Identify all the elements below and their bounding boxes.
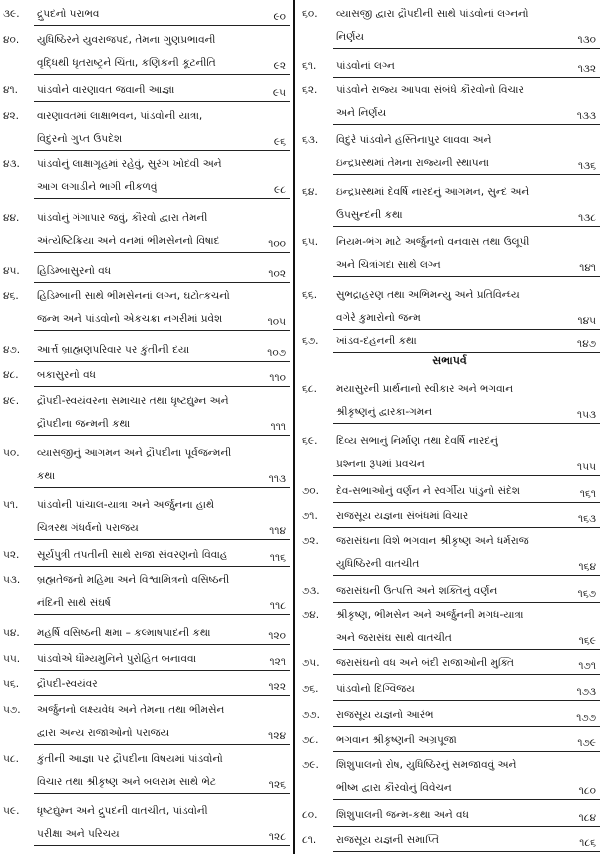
toc-entry: [299, 602, 600, 648]
entry-page-number: ૧૧૬: [269, 552, 286, 564]
entry-page-number: ૧૭૯: [577, 737, 596, 749]
entry-number: ૩૯.: [3, 8, 20, 20]
entry-page-number: ૧૩૨: [577, 63, 596, 75]
entry-underline: [333, 799, 600, 800]
toc-entry-line: [299, 827, 600, 847]
entry-title-text: મયાસુરની પ્રાર્થનાનો સ્વીકાર અને ભગવાન: [336, 383, 514, 395]
toc-entry-line: [299, 702, 600, 722]
toc-entry-line: [299, 451, 600, 471]
toc-entry-line: [299, 252, 600, 272]
entry-title-text: દ્રૌપદીના જન્મની કથા: [37, 418, 131, 430]
entry-number: ૪૩.: [3, 158, 20, 170]
entry-title-text: પાંડવોનું ગંગાપાર જવું, કૌરવો દ્વારા તેમની: [37, 212, 208, 224]
toc-entry: [0, 362, 290, 385]
entry-page-number: ૧૭૭: [576, 712, 596, 724]
toc-entry-line: [0, 27, 290, 47]
toc-entry: [299, 179, 600, 225]
entry-underline: [333, 674, 600, 675]
toc-entry: [0, 258, 290, 281]
toc-entry: [299, 503, 600, 526]
entry-page-number: ૯૦: [273, 11, 286, 23]
toc-entry-line: [299, 376, 600, 396]
toc-entry: [0, 492, 290, 538]
toc-entry-line: [299, 179, 600, 199]
toc-entry-line: [299, 1, 600, 21]
toc-entry-line: [0, 362, 290, 382]
entry-title-text: શ્રીકૃષ્ણ, ભીમસેન અને અર્જુનની મગધ-યાત્રા: [336, 609, 524, 621]
toc-entry: [299, 127, 600, 173]
toc-entry-line: [0, 306, 290, 326]
toc-entry-line: [0, 463, 290, 483]
entry-title-text: ભગવાન શ્રીકૃષ્ણની અગ્રપૂજા: [336, 734, 457, 746]
entry-underline: [34, 101, 290, 102]
toc-entry: [299, 528, 600, 574]
toc-entry-line: [299, 625, 600, 645]
entry-underline: [333, 48, 600, 49]
entry-number: ૫૪.: [3, 627, 20, 639]
entry-underline: [34, 644, 290, 645]
toc-entry-line: [0, 821, 290, 841]
entry-page-number: ૧૧૪: [269, 525, 286, 537]
entry-title-text: બકાસુરનો વધ: [37, 369, 96, 381]
entry-title-text: પાંડવોનાં લગ્ન: [336, 60, 395, 72]
entry-title-text: ઉપસુન્દની કથા: [336, 209, 403, 221]
entry-underline: [333, 575, 600, 576]
entry-page-number: ૧૮૪: [578, 812, 596, 824]
entry-page-number: ૧૨૧: [269, 656, 286, 668]
toc-entry: [0, 798, 290, 844]
entry-page-number: ૧૧૩: [268, 473, 286, 485]
toc-entry-line: [0, 646, 290, 666]
entry-title-text: હિડિમ્બાસુરનો વધ: [37, 265, 112, 277]
toc-entry: [299, 727, 600, 750]
toc-entry-line: [299, 503, 600, 523]
entry-page-number: ૧૨૬: [268, 779, 286, 791]
toc-entry-line: [0, 515, 290, 535]
entry-title-text: રાજસૂય યજ્ઞના સંબંધમાં વિચાર: [336, 510, 469, 522]
toc-entry-line: [299, 127, 600, 147]
entry-page-number: ૯૨: [273, 60, 286, 72]
toc-entry-line: [0, 228, 290, 248]
entry-number: ૪૫.: [3, 265, 20, 277]
entry-underline: [34, 695, 290, 696]
entry-number: ૬૧.: [302, 60, 317, 72]
toc-entry-line: [0, 411, 290, 431]
entry-underline: [34, 198, 290, 199]
entry-title-text: કથા: [37, 470, 56, 482]
toc-entry-line: [299, 775, 600, 795]
entry-page-number: ૧૦૫: [267, 316, 286, 328]
entry-page-number: ૯૫: [272, 87, 286, 99]
toc-entry: [0, 283, 290, 329]
entry-page-number: ૧૭૩: [576, 686, 596, 698]
column-divider: [293, 0, 295, 854]
entry-page-number: ૧૨૮: [268, 831, 286, 843]
entry-number: ૫૭.: [3, 704, 21, 716]
entry-title-text: વિચાર તથા શ્રીકૃષ્ણ અને બલરામ સાથે ભેટ: [37, 776, 216, 788]
entry-number: ૬૭.: [302, 335, 319, 347]
entry-number: ૫૧.: [3, 499, 19, 511]
entry-title-text: દેવ-સભાઓનું વર્ણન ને સ્વર્ગીય પાંડુનો સંદેશ: [336, 485, 520, 497]
entry-number: ૭૧.: [302, 510, 318, 522]
entry-page-number: ૧૬૭: [577, 588, 596, 600]
entry-page-number: ૧૧૧: [270, 421, 286, 433]
toc-entry: [299, 478, 600, 501]
entry-number: ૮૧.: [302, 834, 317, 846]
entry-page-number: ૧૦૭: [267, 347, 286, 359]
entry-number: ૭૬.: [302, 683, 319, 695]
toc-entry-line: [0, 388, 290, 408]
entry-underline: [333, 226, 600, 227]
toc-entry-line: [0, 440, 290, 460]
entry-underline: [34, 252, 290, 253]
toc-entry: [299, 676, 600, 699]
toc-entry: [299, 328, 600, 351]
toc-entry-line: [0, 174, 290, 194]
entry-number: ૬૫.: [302, 236, 319, 248]
entry-title-text: ઇન્દ્રપ્રસ્થમાં તેમના રાજ્યની સ્થાપના: [336, 157, 490, 169]
entry-page-number: ૯૮: [274, 184, 286, 196]
entry-underline: [34, 435, 290, 436]
entry-underline: [34, 793, 290, 794]
toc-entry-line: [0, 283, 290, 303]
entry-number: ૬૦.: [302, 8, 318, 20]
entry-title-text: દ્રૌપદી-સ્વયંવરના સમાચાર તથા ધૃષ્ટદ્યુમ્ન અને: [37, 395, 229, 407]
entry-title-text: અને ચિત્રાંગદા સાથે લગ્ન: [336, 259, 441, 271]
entry-page-number: ૧૦૨: [268, 268, 286, 280]
entry-page-number: ૧૬૪: [578, 561, 596, 573]
toc-entry-line: [0, 337, 290, 357]
entry-underline: [333, 423, 600, 424]
entry-title-text: પાંડવોનું લાક્ષાગૃહમાં રહેવું, સુરંગ ખોદવી અને: [37, 158, 222, 170]
toc-entry: [0, 646, 290, 669]
entry-title-text: વૃદ્ધિથી ધૃતરાષ્ટ્રને ચિંતા, કણિકની કૂટનીતિ: [37, 57, 216, 69]
entry-number: ૪૮.: [3, 369, 19, 381]
entry-title-text: અર્જુનનો લક્ષ્યવેધ અને તેમના તથા ભીમસેન: [37, 704, 225, 716]
toc-entry-line: [299, 399, 600, 419]
entry-title-text: જરાસંઘના વિશે ભગવાન શ્રીકૃષ્ણ અને ધર્મરાજ: [336, 535, 529, 547]
entry-page-number: ૧૪૧: [579, 262, 596, 274]
entry-title-text: આર્ત્ત બ્રાહ્મણપરિવાર પર કુંતીની દયા: [37, 344, 190, 356]
toc-entry-line: [0, 746, 290, 766]
entry-number: ૫૨.: [3, 549, 20, 561]
entry-title-text: જન્મ અને પાંડવોનો એકચક્રા નગરીમાં પ્રવેશ: [37, 313, 223, 325]
entry-page-number: ૧૬૩: [577, 513, 596, 525]
entry-title-text: વ્યાસજીનું આગમન અને દ્રૌપદીના પૂર્વજન્મની: [37, 447, 232, 459]
entry-page-number: ૧૭૧: [578, 660, 596, 672]
toc-entry: [299, 752, 600, 798]
entry-underline: [34, 25, 290, 26]
entry-title-text: પાંડવોએ ધૌમ્યમુનિને પુરોહિત બનાવવા: [37, 653, 197, 665]
entry-title-text: યુધિષ્ઠિરને યુવરાજપદ, તેમના ગુણપ્રભાવની: [37, 34, 216, 46]
entry-number: ૬૩.: [302, 134, 319, 146]
toc-entry: [299, 282, 600, 328]
entry-title-text: પરીક્ષા અને પરિચય: [37, 828, 120, 840]
toc-entry-line: [0, 697, 290, 717]
entry-number: ૪૨.: [3, 110, 20, 122]
toc-entry-line: [299, 150, 600, 170]
entry-title-text: વગેરે કુમારોનો જન્મ: [336, 312, 421, 324]
entry-title-text: અને જરાસંઘ સાથે વાતચીત: [336, 632, 452, 644]
entry-underline: [34, 614, 290, 615]
entry-title-text: કુંતીની આજ્ઞા પર દ્રૌપદીના વિષયમાં પાંડવોનો: [37, 753, 223, 765]
toc-entry-line: [0, 671, 290, 691]
entry-number: ૮૦.: [302, 809, 318, 821]
toc-entry-line: [0, 103, 290, 123]
entry-title-text: ઇન્દ્રપ્રસ્થમાં દેવર્ષિ નારદનું આગમન, સુન્દ અને: [336, 186, 530, 198]
entry-title-text: સુભદ્રાહરણ તથા અભિમન્યુ અને પ્રતિવિન્ધ્ય: [336, 289, 520, 301]
entry-title-text: પાંડવોને વારણાવત જવાની આજ્ઞા: [37, 84, 175, 96]
entry-title-text: દ્રૌપદી-સ્વયંવર: [37, 678, 98, 690]
toc-entry-line: [299, 752, 600, 772]
entry-title-text: શ્રીકૃષ્ણનું દ્વારકા-ગમન: [336, 406, 433, 418]
entry-underline: [34, 330, 290, 331]
entry-number: ૭૭.: [302, 709, 320, 721]
toc-entry: [0, 77, 290, 100]
entry-page-number: ૧૪૭: [577, 338, 596, 350]
entry-number: ૭૫.: [302, 657, 320, 669]
toc-entry: [299, 802, 600, 825]
entry-title-text: રાજસૂય યજ્ઞનો આરંભ: [336, 709, 434, 721]
entry-underline: [333, 700, 600, 701]
entry-page-number: ૧૬૯: [578, 635, 596, 647]
entry-number: ૪૪.: [3, 212, 20, 224]
entry-page-number: ૧૨૪: [268, 730, 286, 742]
entry-number: ૬૬.: [302, 289, 318, 301]
entry-number: ૬૨.: [302, 84, 318, 96]
toc-entry: [299, 702, 600, 725]
toc-entry: [0, 205, 290, 251]
entry-underline: [34, 845, 290, 846]
toc-entry-line: [0, 50, 290, 70]
section-heading-sabhaparva: સભાપર્વ: [432, 354, 467, 367]
entry-number: ૭૩.: [302, 585, 320, 597]
entry-title-text: પાંડવોને રાજ્ય આપવા સંબંધે કૌરવોનો વિચાર: [336, 84, 524, 96]
toc-entry-line: [0, 542, 290, 562]
entry-number: ૭૪.: [302, 609, 320, 621]
toc-entry: [0, 103, 290, 149]
entry-underline: [34, 744, 290, 745]
entry-title-text: દ્રુપદનો પરાભવ: [37, 8, 100, 20]
toc-entry: [0, 27, 290, 73]
toc-entry: [0, 671, 290, 694]
entry-title-text: મહર્ષિ વસિષ્ઠની ક્ષમા – કલ્માષપાદની કથા: [37, 627, 211, 639]
entry-number: ૭૨.: [302, 535, 319, 547]
toc-entry-line: [0, 77, 290, 97]
entry-page-number: ૧૬૧: [579, 488, 596, 500]
toc-entry: [0, 1, 290, 24]
entry-number: ૬૯.: [302, 435, 318, 447]
toc-entry-line: [299, 428, 600, 448]
entry-page-number: ૯૬: [273, 136, 286, 148]
entry-title-text: નિયમ-ભંગ માટે અર્જુનનો વનવાસ તથા ઉલૂપી: [336, 236, 530, 248]
entry-title-text: વ્યાસજી દ્વારા દ્રૌપદીની સાથે પાંડવોનાં લગ્નનો: [336, 8, 529, 20]
toc-entry-line: [0, 720, 290, 740]
entry-title-text: વિદુરનો ગુપ્ત ઉપદેશ: [37, 133, 123, 145]
toc-entry: [299, 578, 600, 601]
entry-underline: [34, 539, 290, 540]
entry-page-number: ૧૦૦: [268, 238, 286, 250]
entry-number: ૫૦.: [3, 447, 20, 459]
entry-page-number: ૧૧૦: [269, 372, 286, 384]
entry-page-number: ૧૪૫: [577, 315, 596, 327]
toc-entry-line: [0, 205, 290, 225]
entry-number: ૫૮.: [3, 753, 20, 765]
entry-number: ૪૬.: [3, 290, 19, 302]
toc-entry-line: [299, 305, 600, 325]
toc-entry: [0, 440, 290, 486]
toc-entry-line: [299, 202, 600, 222]
entry-underline: [333, 475, 600, 476]
entry-page-number: ૧૮૦: [578, 785, 596, 797]
entry-title-text: રાજસૂય યજ્ઞની સમાપ્તિ: [336, 834, 439, 846]
toc-entry-line: [299, 53, 600, 73]
toc-entry-line: [0, 769, 290, 789]
entry-page-number: ૧૫૫: [577, 461, 596, 473]
entry-title-text: અંત્યેષ્ટિક્રિયા અને વનમાં ભીમસેનનો વિષાદ: [37, 235, 220, 247]
entry-title-text: સૂર્યપુત્રી તપતીની સાથે રાજા સંવરણનો વિવાહ: [37, 549, 228, 561]
entry-number: ૭૦.: [302, 485, 319, 497]
entry-underline: [34, 487, 290, 488]
toc-entry-line: [299, 602, 600, 622]
toc-entry-line: [0, 798, 290, 818]
toc-entry-line: [0, 1, 290, 21]
toc-entry-line: [299, 478, 600, 498]
entry-title-text: શિશુપાલનો રોષ, યુધિષ્ઠિરનું સમજાવવું અને: [336, 759, 517, 771]
entry-underline: [333, 276, 600, 277]
entry-title-text: ખાંડવ-દહનની કથા: [336, 335, 417, 347]
toc-entry-line: [299, 578, 600, 598]
toc-entry: [0, 746, 290, 792]
toc-entry: [299, 77, 600, 123]
entry-underline: [333, 851, 600, 852]
entry-title-text: દ્વારા અન્ય રાજાઓનો પરાજય: [37, 727, 170, 739]
entry-number: ૬૪.: [302, 186, 318, 198]
entry-title-text: બ્રહ્મતેજનો મહિમા અને વિશ્વામિત્રનો વસિષ્ઠની: [37, 574, 230, 586]
toc-entry-line: [299, 229, 600, 249]
entry-title-text: ચિત્રરથ ગંધર્વનો પરાજય: [37, 522, 139, 534]
toc-entry-line: [299, 282, 600, 302]
entry-title-text: નંદિની સાથે સંઘર્ષ: [37, 597, 111, 609]
toc-entry: [0, 151, 290, 197]
toc-entry-line: [299, 77, 600, 97]
toc-entry: [0, 620, 290, 643]
entry-underline: [333, 174, 600, 175]
toc-entry: [0, 542, 290, 565]
toc-entry: [0, 697, 290, 743]
toc-entry-line: [299, 802, 600, 822]
toc-entry-line: [299, 328, 600, 348]
entry-underline: [333, 124, 600, 125]
entry-number: ૪૦.: [3, 34, 20, 46]
toc-entry-line: [0, 620, 290, 640]
entry-number: ૬૮.: [302, 383, 317, 395]
toc-entry: [0, 567, 290, 613]
toc-entry-line: [0, 590, 290, 610]
entry-number: ૪૯.: [3, 395, 20, 407]
entry-title-text: અને નિર્ણય: [336, 107, 387, 119]
entry-title-text: આગ લગાડીને ભાગી નીકળવું: [37, 181, 158, 193]
entry-number: ૪૭.: [3, 344, 21, 356]
entry-title-text: શિશુપાલની જન્મ-કથા અને વધ: [336, 809, 469, 821]
toc-entry: [0, 337, 290, 360]
entry-title-text: દિવ્ય સભાનું નિર્માણ તથા દેવર્ષિ નારદનું: [336, 435, 498, 447]
entry-number: ૫૬.: [3, 678, 20, 690]
entry-page-number: ૧૩૬: [577, 160, 596, 172]
entry-title-text: હિડિમ્બાની સાથે ભીમસેનનાં લગ્ન, ઘટોત્કચનો: [37, 290, 230, 302]
toc-entry: [299, 229, 600, 275]
entry-title-text: પાંડવોનો દિગ્વિજય: [336, 683, 415, 695]
toc-entry: [299, 53, 600, 76]
entry-title-text: પ્રશ્નના રૂપમાં પ્રવચન: [336, 458, 425, 470]
entry-number: ૭૯.: [302, 759, 319, 771]
toc-entry-line: [299, 676, 600, 696]
toc-entry-line: [299, 100, 600, 120]
entry-underline: [34, 386, 290, 387]
toc-entry: [299, 428, 600, 474]
entry-number: ૪૧.: [3, 84, 18, 96]
toc-entry-line: [299, 650, 600, 670]
toc-entry-line: [0, 151, 290, 171]
entry-title-text: નિર્ણય: [336, 31, 364, 43]
entry-page-number: ૧૧૮: [269, 600, 286, 612]
entry-number: ૫૫.: [3, 653, 21, 665]
toc-entry: [0, 388, 290, 434]
entry-number: ૭૮.: [302, 734, 319, 746]
toc-entry: [299, 1, 600, 47]
entry-title-text: જરાસંઘની ઉત્પત્તિ અને શક્તિનું વર્ણન: [336, 585, 498, 597]
entry-title-text: ભીષ્મ દ્વારા કૌરવોનું વિવેચન: [336, 782, 452, 794]
entry-page-number: ૧૮૬: [579, 837, 596, 849]
entry-title-text: વારણાવતમાં લાક્ષાભવન, પાંડવોની યાત્રા,: [37, 110, 203, 122]
toc-entry: [299, 827, 600, 850]
entry-underline: [333, 352, 600, 353]
entry-page-number: ૧૨૨: [268, 681, 286, 693]
toc-entry-line: [0, 258, 290, 278]
entry-title-text: યુધિષ્ઠિરની વાતચીત: [336, 558, 420, 570]
entry-number: ૫૩.: [3, 574, 21, 586]
entry-page-number: ૧૨૦: [268, 630, 286, 642]
entry-page-number: ૧૫૩: [576, 409, 596, 421]
toc-entry-line: [0, 567, 290, 587]
toc-entry-line: [299, 551, 600, 571]
entry-title-text: વિદુરે પાંડવોને હસ્તિનાપુર લાવવા અને: [336, 134, 492, 146]
toc-entry: [299, 376, 600, 422]
toc-entry-line: [0, 492, 290, 512]
toc-entry: [299, 650, 600, 673]
entry-number: ૫૯.: [3, 805, 20, 817]
entry-title-text: પાંડવોની પાંચાલ-યાત્રા અને અર્જુનના હાથે: [37, 499, 215, 511]
toc-entry-line: [299, 24, 600, 44]
entry-title-text: ધૃષ્ટદ્યુમ્ન અને દ્રુપદની વાતચીત, પાંડવોની: [37, 805, 208, 817]
entry-page-number: ૧૩૦: [577, 34, 596, 46]
toc-entry-line: [0, 126, 290, 146]
entry-title-text: જરાસંઘનો વધ અને બંદી રાજાઓની મુક્તિ: [336, 657, 514, 669]
entry-underline: [34, 74, 290, 75]
entry-page-number: ૧૩૮: [578, 212, 596, 224]
entry-page-number: ૧૩૩: [576, 110, 596, 122]
toc-entry-line: [299, 727, 600, 747]
toc-entry-line: [299, 528, 600, 548]
